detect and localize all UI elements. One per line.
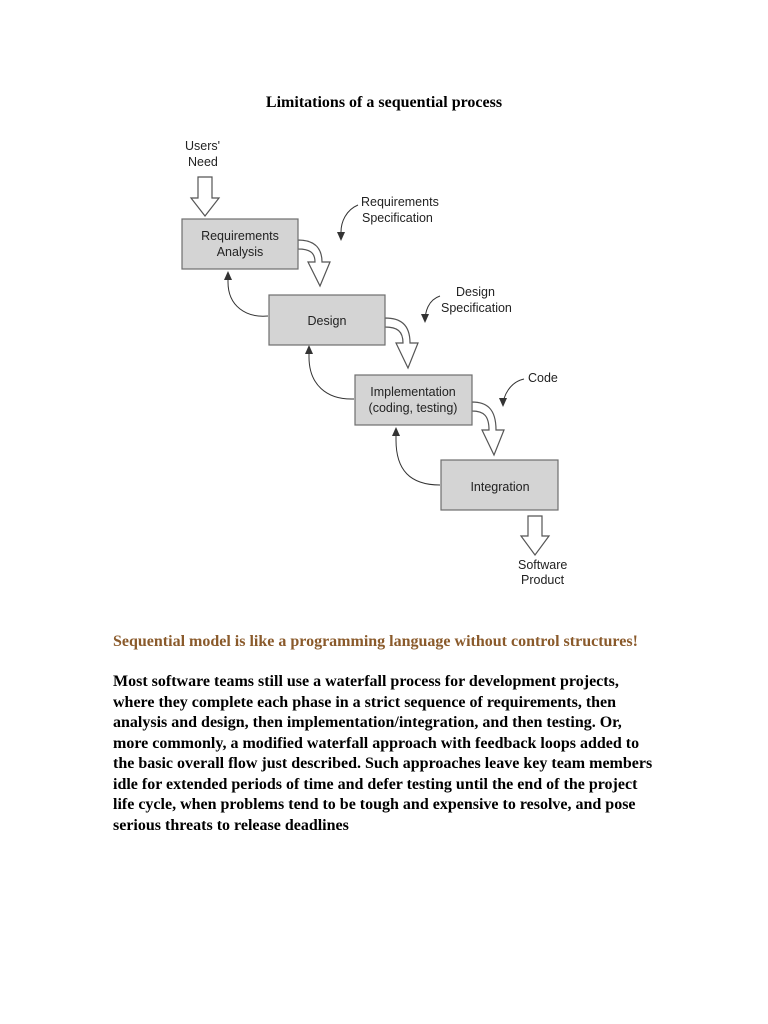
note-software-product — [518, 558, 567, 587]
note-code — [528, 371, 558, 385]
note-line1: Software — [518, 558, 568, 572]
users-need-hollow-arrow — [191, 177, 219, 216]
phase-box — [182, 219, 298, 269]
note-line1: Requirements — [361, 195, 439, 209]
phase-implementation — [355, 375, 472, 425]
feedback-arrow-design-to-req — [228, 272, 268, 316]
phase-label-line1: Integration — [470, 480, 530, 494]
design-to-impl-hollow-arrow — [385, 318, 418, 368]
phase-box — [355, 375, 472, 425]
body-paragraph: Most software teams still use a waterfall process for development projects, where they complete each phase in a strict sequence of requirements, then analysis and design, then implementation/integration, and then testing. Or, more commonly, a modified waterfall approach with feedback loops added to the basic overall flow just described. Such approaches leave key team members idle for extended periods of time and defer testing until the end of the project life cycle, when problems tend to be tough and expensive to resolve, and pose serious threats to release deadlines — [113, 673, 653, 834]
req-spec-pointer-arrow — [341, 205, 358, 240]
feedback-arrow-integ-to-impl — [396, 428, 440, 485]
phase-label-line1: Requirements — [201, 229, 279, 243]
note-line2: Need — [188, 155, 218, 169]
req-to-design-hollow-arrow — [298, 240, 330, 286]
note-line2: Specification — [441, 301, 512, 315]
phase-label-line2: (coding, testing) — [368, 401, 458, 415]
note-line1: Code — [528, 371, 558, 385]
phase-requirements-analysis — [182, 219, 298, 269]
note-design-specification — [441, 285, 512, 315]
integ-to-product-hollow-arrow — [521, 516, 549, 555]
note-line1: Users' — [185, 139, 221, 153]
note-requirements-specification — [361, 195, 439, 225]
phase-integration — [441, 460, 558, 510]
phase-design — [269, 295, 385, 345]
phase-label-line1: Design — [307, 314, 347, 328]
section-subtitle: Sequential model is like a programming language without control structures! — [113, 633, 638, 650]
impl-to-integ-hollow-arrow — [472, 402, 504, 455]
note-line2: Product — [521, 573, 565, 587]
note-users-need — [185, 139, 220, 169]
phase-label-line2: Analysis — [216, 245, 264, 259]
design-spec-pointer-arrow — [425, 296, 440, 322]
phase-label-line1: Implementation — [370, 385, 456, 399]
page-title: Limitations of a sequential process — [265, 94, 503, 111]
feedback-arrow-impl-to-design — [309, 346, 354, 399]
note-line1: Design — [456, 285, 495, 299]
code-pointer-arrow — [503, 379, 524, 406]
note-line2: Specification — [362, 211, 433, 225]
